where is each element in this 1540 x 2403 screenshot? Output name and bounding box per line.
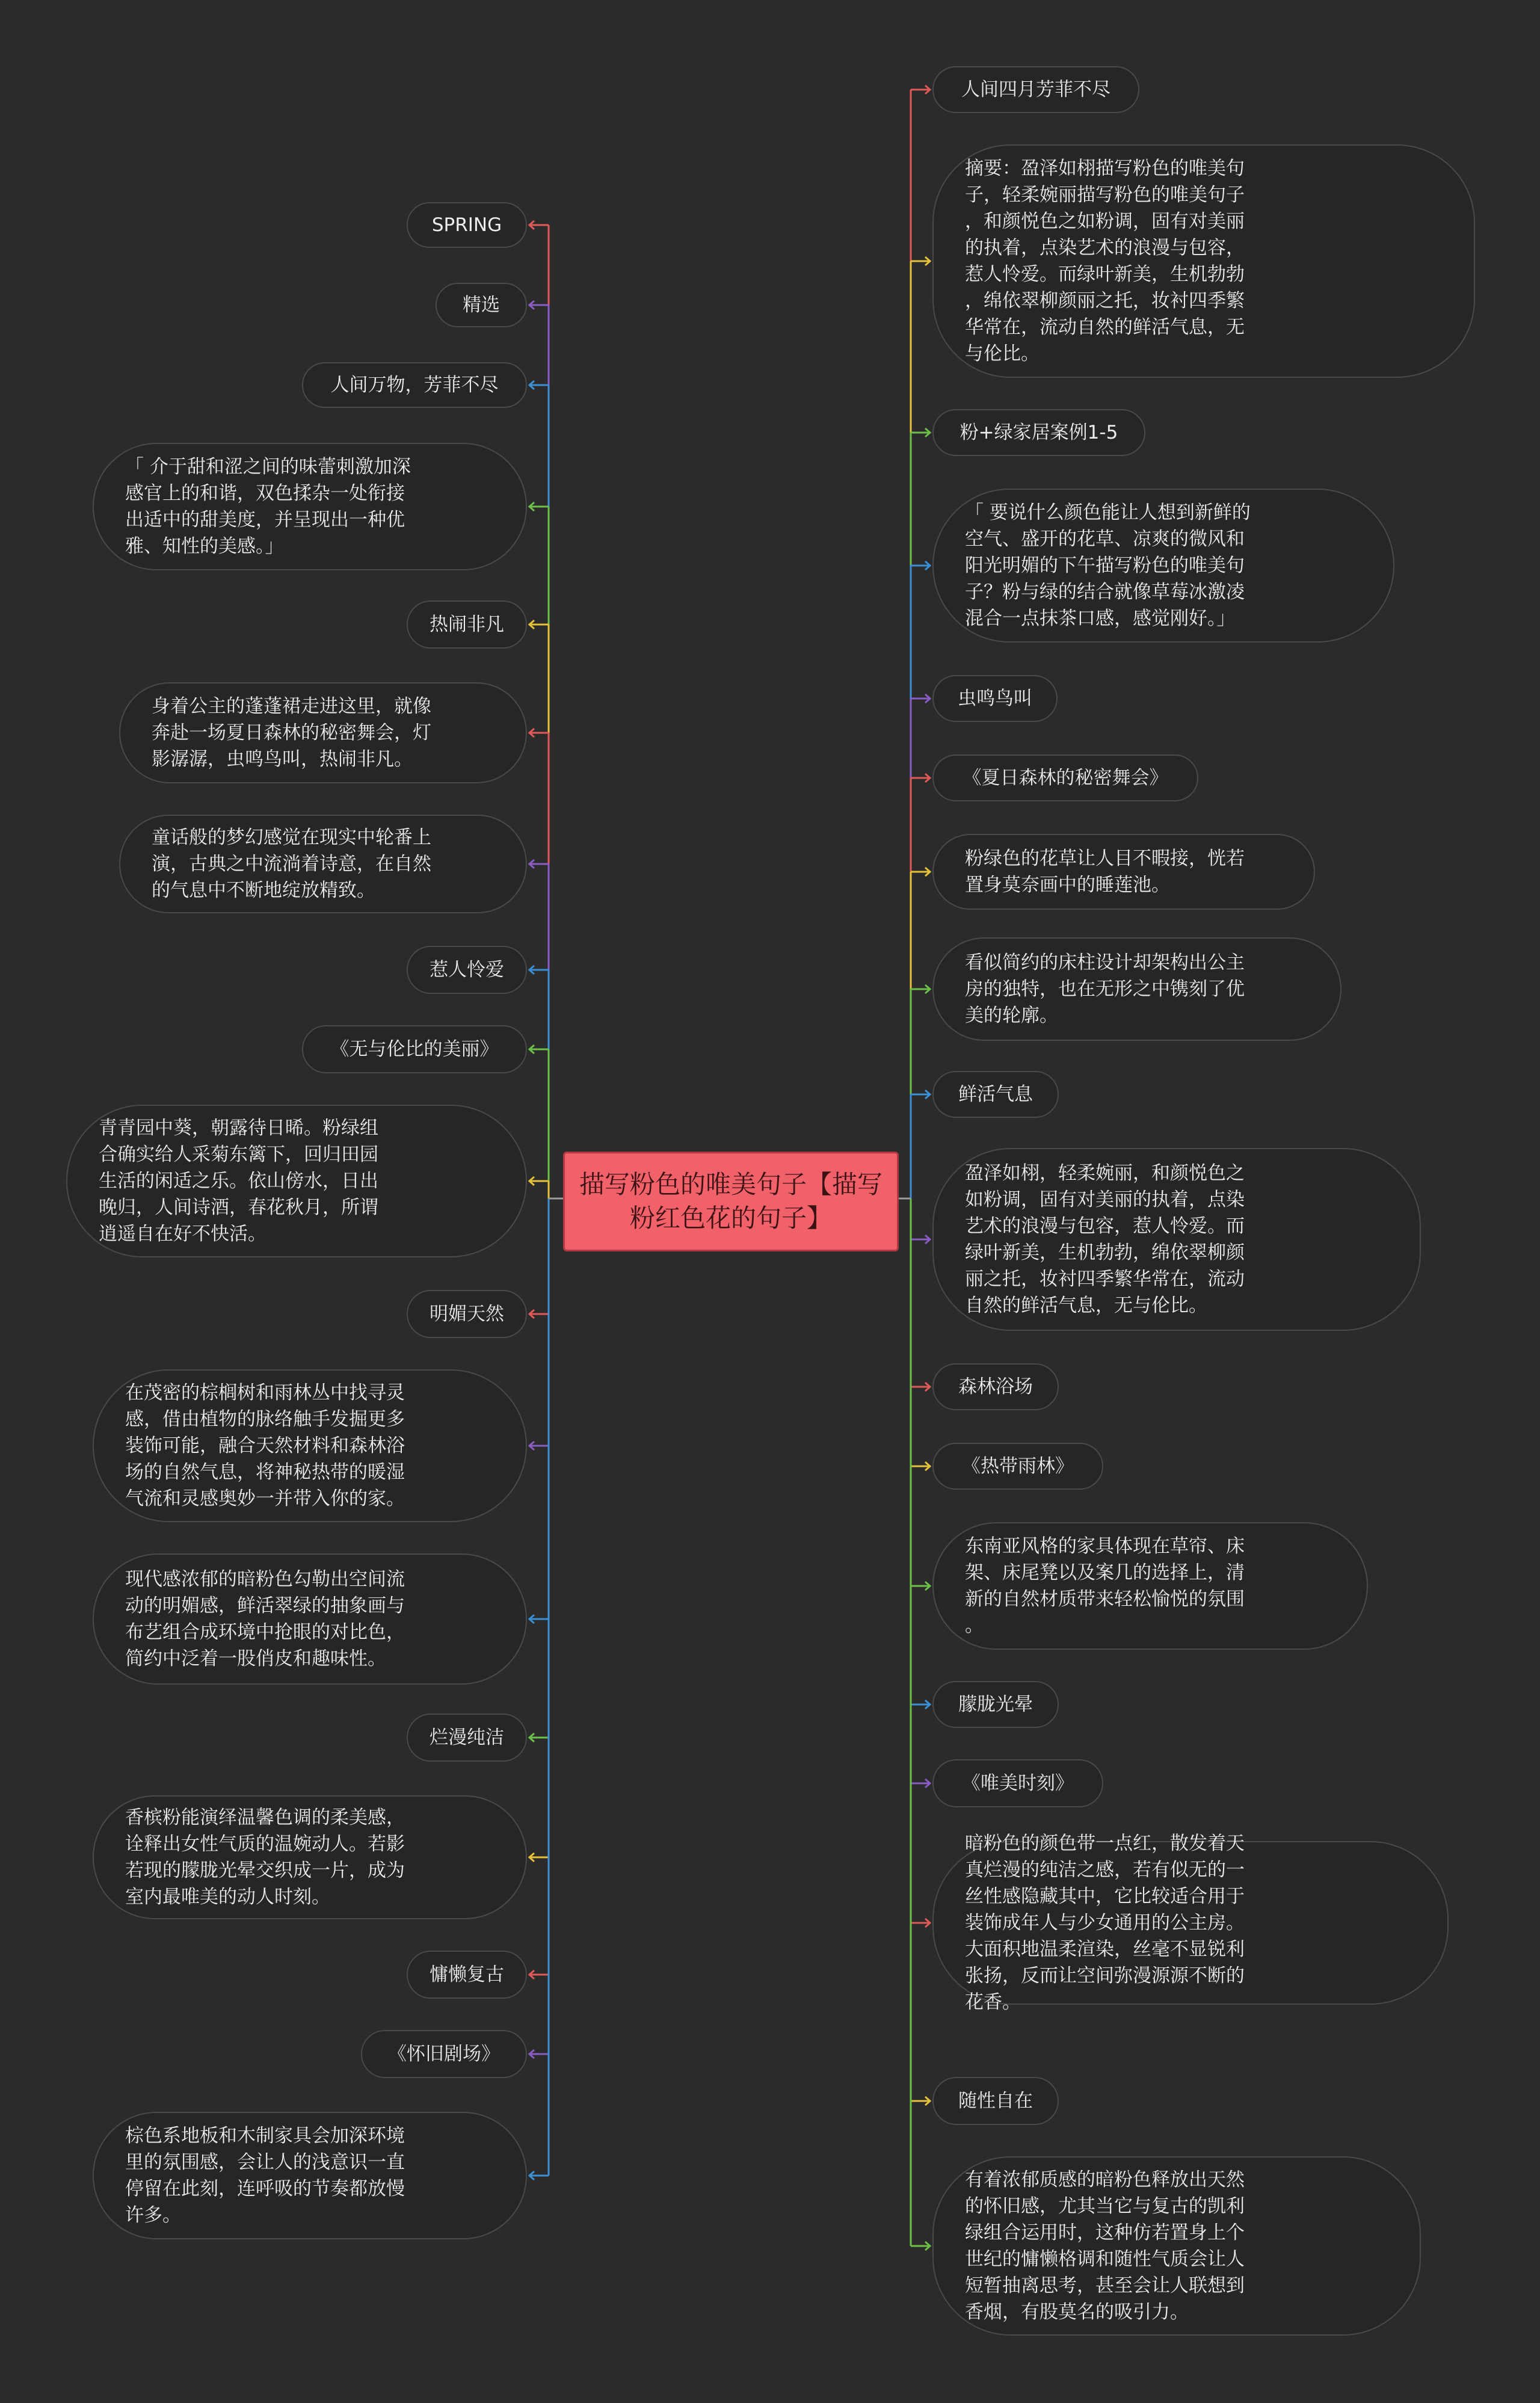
- right-node-18[interactable]: [932, 2156, 1421, 2336]
- right-node-18-label: 有着浓郁质感的暗粉色释放出天然 的怀旧感，尤其当它与复古的凯利 绿组合运用时，这种仿若置身上个 世纪的慵懒格调和随性气质会让人 短暂抽离思考，甚至会让人联想到 香烟，有股莫名的吸引力。: [965, 2169, 1245, 2323]
- right-node-7-label: 粉绿色的花草让人目不暇接，恍若 置身莫奈画中的睡莲池。: [965, 848, 1245, 896]
- left-node-2-label: 精选: [463, 294, 500, 316]
- left-node-9[interactable]: [302, 1025, 527, 1073]
- left-node-10-label: 青青园中葵，朝露待日晞。粉绿组 合确实给人采菊东篱下，回归田园 生活的闲适之乐。依山傍水，日出 晚归，人间诗酒，春花秋月，所谓 逍遥自在好不快活。: [99, 1117, 378, 1245]
- left-node-1[interactable]: [407, 202, 527, 248]
- left-node-12-label: 在茂密的棕榈树和雨林丛中找寻灵 感，借由植物的脉络触手发掘更多 装饰可能，融合天然材料和森林浴 场的自然气息，将神秘热带的暖湿 气流和灵感奥妙一并带入你的家。: [125, 1382, 405, 1510]
- central-topic-label: 描写粉色的唯美句子【描写粉红色花的句子】: [579, 1170, 882, 1233]
- right-node-17[interactable]: [932, 2077, 1059, 2125]
- left-node-8[interactable]: [407, 946, 527, 994]
- right-node-6[interactable]: [932, 754, 1198, 801]
- left-node-15[interactable]: [93, 1795, 527, 1919]
- right-node-16-label: 暗粉色的颜色带一点红，散发着天 真烂漫的纯洁之感，若有似无的一 丝性感隐藏其中，它比较适合用于 装饰成年人与少女通用的公主房。 大面积地温柔渲染，丝毫不显锐利 张扬，反而让空间弥漫源源不断的 花香。: [965, 1833, 1245, 2013]
- right-node-5[interactable]: [932, 675, 1058, 722]
- right-node-8[interactable]: [932, 937, 1341, 1041]
- right-node-14-label: 朦胧光晕: [958, 1694, 1033, 1715]
- right-node-1-label: 人间四月芳菲不尽: [961, 79, 1110, 100]
- left-node-11[interactable]: [407, 1290, 527, 1338]
- left-node-11-label: 明媚天然: [430, 1303, 504, 1325]
- left-node-9-label: 《无与伦比的美丽》: [330, 1038, 499, 1060]
- right-node-10[interactable]: [932, 1148, 1421, 1331]
- right-node-15[interactable]: [932, 1759, 1103, 1807]
- left-node-18-label: 棕色系地板和木制家具会加深环境 里的氛围感，会让人的浅意识一直 停留在此刻，连呼吸的节奏都放慢 许多。: [125, 2125, 405, 2226]
- left-node-3-label: 人间万物，芳菲不尽: [330, 374, 499, 396]
- left-node-14[interactable]: [407, 1714, 527, 1762]
- left-node-15-label: 香槟粉能演绎温馨色调的柔美感， 诠释出女性气质的温婉动人。若影 若现的朦胧光晕交织成一片，成为 室内最唯美的动人时刻。: [125, 1807, 405, 1908]
- right-node-3[interactable]: [932, 409, 1145, 456]
- right-node-17-label: 随性自在: [958, 2090, 1033, 2112]
- left-node-14-label: 烂漫纯洁: [430, 1727, 504, 1748]
- left-node-12[interactable]: [93, 1369, 527, 1522]
- left-node-3[interactable]: [302, 362, 527, 408]
- left-node-2[interactable]: [436, 283, 527, 327]
- right-node-2[interactable]: [932, 144, 1475, 378]
- left-node-4[interactable]: [93, 443, 527, 570]
- right-node-10-label: 盈泽如栩，轻柔婉丽，和颜悦色之 如粉调，固有对美丽的执着，点染 艺术的浪漫与包容，惹人怜爱。而 绿叶新美，生机勃勃，绵依翠柳颜 丽之托，妆衬四季繁华常在，流动 自然的鲜活气息，无与伦比。: [965, 1162, 1245, 1316]
- central-topic[interactable]: [563, 1152, 899, 1251]
- left-node-16[interactable]: [407, 1951, 527, 1999]
- right-node-16[interactable]: [932, 1833, 1449, 2013]
- right-node-9[interactable]: [932, 1071, 1059, 1118]
- left-node-13[interactable]: [93, 1553, 527, 1685]
- right-node-9-label: 鲜活气息: [958, 1084, 1033, 1105]
- left-node-10[interactable]: [66, 1105, 527, 1257]
- right-node-13[interactable]: [932, 1522, 1368, 1650]
- left-node-5[interactable]: [407, 600, 527, 649]
- left-node-5-label: 热闹非凡: [430, 614, 504, 635]
- left-node-7[interactable]: [119, 815, 527, 913]
- left-node-6[interactable]: [119, 682, 527, 783]
- right-node-4-label: 「 要说什么颜色能让人想到新鲜的 空气、盛开的花草、凉爽的微风和 阳光明媚的下午描写粉色的唯美句 子？粉与绿的结合就像草莓冰激凌 混合一点抹茶口感，感觉刚好。」: [965, 502, 1251, 629]
- right-node-14[interactable]: [932, 1681, 1059, 1728]
- right-node-2-label: 摘要：盈泽如栩描写粉色的唯美句 子，轻柔婉丽描写粉色的唯美句子 ，和颜悦色之如粉调，固有对美丽 的执着，点染艺术的浪漫与包容， 惹人怜爱。而绿叶新美，生机勃勃 ，绵依翠柳颜丽之托，妆衬四季繁 华常在，流动自然的鲜活气息，无 与伦比。: [965, 158, 1245, 365]
- left-node-6-label: 身着公主的蓬蓬裙走进这里，就像 奔赴一场夏日森林的秘密舞会，灯 影潺潺，虫鸣鸟叫，热闹非凡。: [152, 696, 431, 770]
- right-node-3-label: 粉+绿家居案例1-5: [959, 422, 1118, 443]
- right-node-4[interactable]: [932, 489, 1394, 643]
- left-node-18[interactable]: [93, 2112, 527, 2239]
- right-node-11-label: 森林浴场: [958, 1376, 1033, 1398]
- left-node-1-label: SPRING: [431, 214, 502, 236]
- right-node-11[interactable]: [932, 1363, 1059, 1410]
- left-node-13-label: 现代感浓郁的暗粉色勾勒出空间流 动的明媚感，鲜活翠绿的抽象画与 布艺组合成环境中抢眼的对比色， 简约中泛着一股俏皮和趣味性。: [125, 1569, 405, 1670]
- right-node-5-label: 虫鸣鸟叫: [958, 688, 1032, 709]
- left-node-17-label: 《怀旧剧场》: [388, 2043, 500, 2065]
- right-node-8-label: 看似简约的床柱设计却架构出公主 房的独特，也在无形之中镌刻了优 美的轮廓。: [965, 952, 1245, 1026]
- left-node-7-label: 童话般的梦幻感觉在现实中轮番上 演，古典之中流淌着诗意，在自然 的气息中不断地绽放精致。: [152, 827, 431, 901]
- left-node-8-label: 惹人怜爱: [430, 959, 504, 981]
- right-node-12[interactable]: [932, 1443, 1103, 1490]
- right-node-13-label: 东南亚风格的家具体现在草帘、床 架、床尾凳以及案几的选择上，清 新的自然材质带来轻松愉悦的氛围 。: [965, 1535, 1245, 1636]
- right-node-1[interactable]: [932, 66, 1139, 113]
- right-node-12-label: 《热带雨林》: [962, 1455, 1074, 1477]
- right-node-15-label: 《唯美时刻》: [962, 1772, 1074, 1794]
- right-node-7[interactable]: [932, 834, 1315, 910]
- right-node-6-label: 《夏日森林的秘密舞会》: [962, 767, 1168, 789]
- left-node-16-label: 慵懒复古: [430, 1964, 504, 1985]
- left-node-4-label: 「 介于甜和涩之间的味蕾刺激加深 感官上的和谐，双色揉杂一处衔接 出适中的甜美度，并呈现出一种优 雅、知性的美感。」: [125, 456, 411, 557]
- left-node-17[interactable]: [361, 2030, 527, 2078]
